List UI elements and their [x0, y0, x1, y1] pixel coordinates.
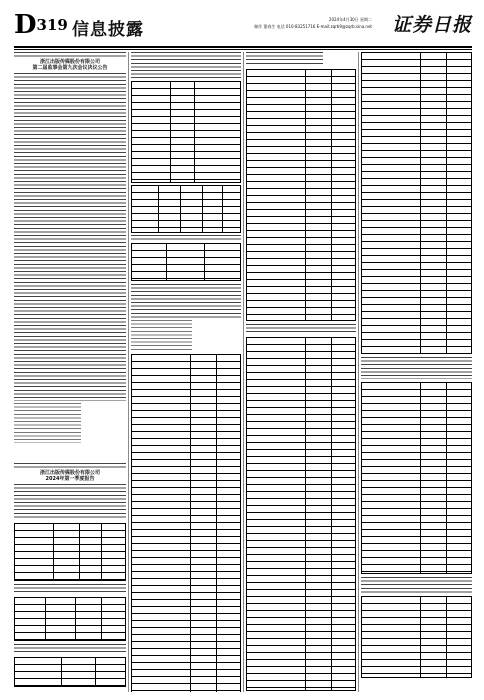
notice-2-table-3 [14, 657, 126, 687]
section-title: 信息披露 [72, 20, 144, 40]
col4-table-1 [361, 52, 472, 354]
masthead [14, 12, 472, 46]
col2-text-2 [131, 284, 241, 318]
col2-text-1 [131, 235, 241, 241]
col2-table-2 [131, 185, 241, 233]
notice-2-body [14, 484, 126, 520]
col2-intro-text [131, 52, 241, 78]
notice-header-line [14, 52, 126, 57]
notice-1-title: 第二届监事会第九次会议决议公告 [32, 65, 108, 71]
column-2 [131, 52, 241, 692]
col4-text-2 [361, 577, 472, 593]
notice-1-body [14, 73, 126, 401]
col2-table-3 [131, 243, 241, 281]
column-divider-2 [243, 52, 244, 692]
notice-1-company: 浙江出版传媒股份有限公司 [39, 59, 100, 65]
notice-2-table-1 [14, 523, 126, 581]
col2-table-1 [131, 81, 241, 183]
col4-table-3 [361, 596, 472, 678]
masthead-info [254, 16, 372, 30]
notice-2-company: 浙江出版传媒股份有限公司 [39, 470, 100, 476]
col4-text-1 [361, 357, 472, 379]
page-number: 319 [36, 16, 68, 34]
col3-cashflow-table [246, 337, 356, 691]
notice-2-body-3 [14, 644, 126, 654]
col4-table-2 [361, 382, 472, 574]
notice-2-body-2 [14, 584, 126, 594]
masthead-contact: 制作 董春生 电话 010-83251716 E-mail:zqrb9@zqrb.sina.net [254, 24, 372, 29]
column-divider-3 [358, 52, 359, 692]
masthead-date: 2024年4月30日 星期二 [328, 17, 372, 22]
notice-2-header-line [14, 463, 126, 468]
col2-list [131, 320, 192, 350]
col3-heading-text [246, 52, 323, 66]
newspaper-logo: 证券日报 [391, 14, 472, 36]
page-code [14, 12, 68, 38]
notice-2-title: 2024年第一季度报告 [45, 476, 95, 482]
notice-2-table-2 [14, 597, 126, 641]
column-4 [361, 52, 472, 692]
page-letter: D [14, 10, 37, 40]
col2-balance-sheet [131, 354, 241, 692]
col3-income-table [246, 69, 356, 321]
col3-text-1 [246, 324, 356, 334]
column-divider-1 [128, 52, 129, 692]
column-3 [246, 52, 356, 692]
masthead-rule-thick [14, 46, 472, 48]
column-1 [14, 52, 126, 692]
masthead-rule-thin [14, 49, 472, 50]
notice-1-signature [14, 403, 81, 443]
